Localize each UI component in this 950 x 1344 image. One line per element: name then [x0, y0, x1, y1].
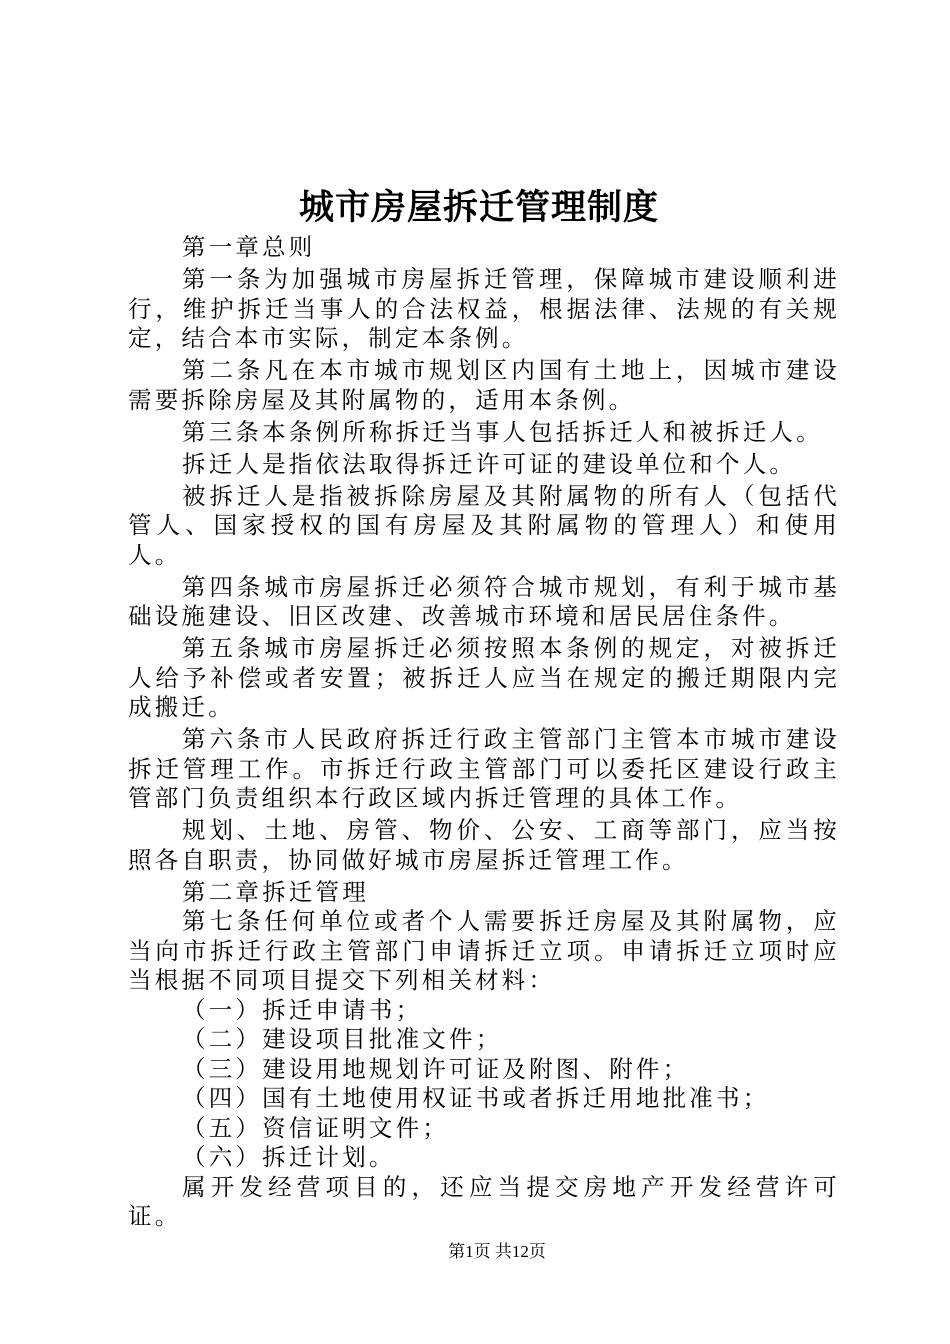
chapter-heading: 第二章拆迁管理	[182, 877, 369, 906]
article-paragraph: 第一条为加强城市房屋拆迁管理，保障城市建设顺利进行，维护拆迁当事人的合法权益，根据法律、法规的有关规定，结合本市实际，制定本条例。	[128, 265, 840, 352]
list-item: （一）拆迁申请书；	[182, 995, 423, 1024]
document-title: 城市房屋拆迁管理制度	[298, 187, 659, 228]
article-paragraph: 第六条市人民政府拆迁行政主管部门主管本市城市建设拆迁管理工作。市拆迁行政主管部门可以委托区建设行政主管部门负责组织本行政区域内拆迁管理的具体工作。	[128, 725, 840, 812]
article-paragraph: 第五条城市房屋拆迁必须按照本条例的规定，对被拆迁人给予补偿或者安置；被拆迁人应当在规定的搬迁期限内完成搬迁。	[128, 634, 840, 721]
article-paragraph: 属开发经营项目的，还应当提交房地产开发经营许可证。	[128, 1172, 840, 1230]
page-indicator: 第1页 共12页	[448, 1242, 546, 1261]
article-paragraph: 规划、土地、房管、物价、公安、工商等部门，应当按照各自职责，协同做好城市房屋拆迁管理工作。	[128, 816, 840, 874]
article-paragraph: 第二条凡在本市城市规划区内国有土地上，因城市建设需要拆除房屋及其附属物的，适用本条例。	[128, 356, 840, 414]
list-item: （六）拆迁计划。	[182, 1143, 396, 1171]
list-item: （四）国有土地使用权证书或者拆迁用地批准书；	[182, 1084, 770, 1112]
chapter-heading: 第一章总则	[182, 233, 316, 261]
document-body	[128, 233, 840, 1232]
article-paragraph: 拆迁人是指依法取得拆迁许可证的建设单位和个人。	[182, 449, 797, 478]
list-item: （五）资信证明文件；	[182, 1113, 449, 1142]
article-paragraph: 第四条城市房屋拆迁必须符合城市规划，有利于城市基础设施建设、旧区改建、改善城市环境和居民居住条件。	[128, 572, 840, 630]
list-item: （三）建设用地规划许可证及附图、附件；	[182, 1054, 690, 1083]
article-paragraph: 第三条本条例所称拆迁当事人包括拆迁人和被拆迁人。	[182, 417, 823, 446]
list-item: （二）建设项目批准文件；	[182, 1025, 503, 1053]
article-paragraph: 被拆迁人是指被拆除房屋及其附属物的所有人（包括代管人、国家授权的国有房屋及其附属物的管理人）和使用人。	[128, 481, 840, 569]
article-paragraph: 第七条任何单位或者个人需要拆迁房屋及其附属物，应当向市拆迁行政主管部门申请拆迁立项。申请拆迁立项时应当根据不同项目提交下列相关材料：	[128, 907, 840, 994]
